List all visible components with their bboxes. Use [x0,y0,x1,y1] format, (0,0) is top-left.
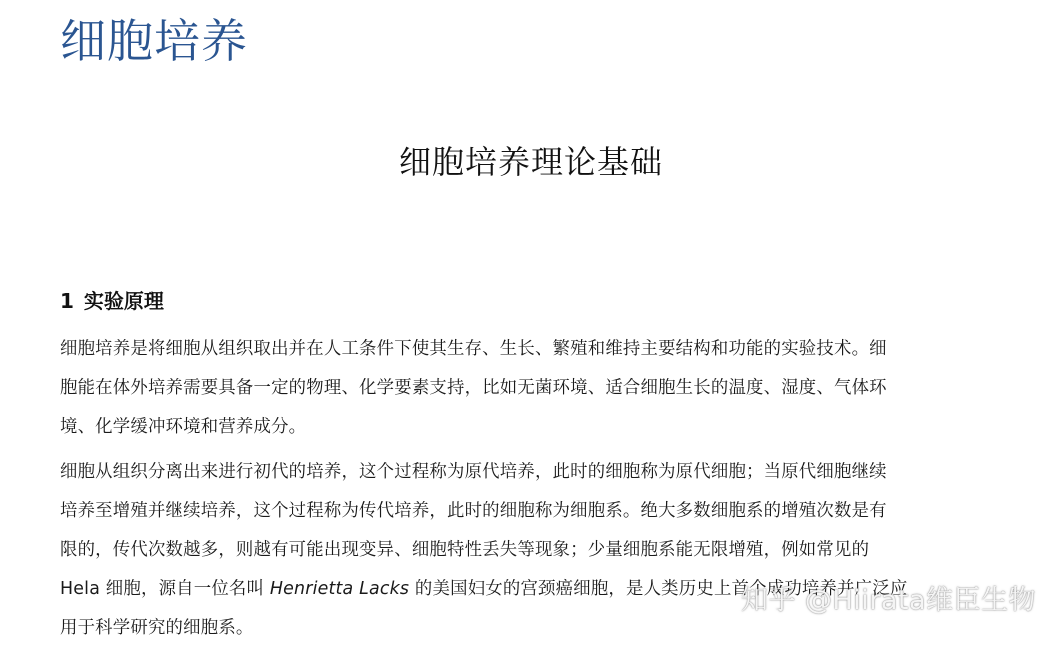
chapter-title: 细胞培养 [60,14,248,68]
document-title: 细胞培养理论基础 [398,143,663,181]
paragraph-principle-intro [60,330,990,447]
section-number: 1 [60,289,74,313]
text-line: 细胞培养是将细胞从组织取出并在人工条件下使其生存、生长、繁殖和维持主要结构和功能的实验技术。细 [60,339,887,359]
text-line: 细胞从组织分离出来进行初代的培养，这个过程称为原代培养，此时的细胞称为原代细胞；当原代细胞继续 [60,462,887,482]
watermark: 知乎 @Hiirata维臣生物 [740,585,1036,616]
text-line: 限的，传代次数越多，则越有可能出现变异、细胞特性丢失等现象；少量细胞系能无限增殖，例如常见的 [60,540,870,560]
text-line: 胞能在体外培养需要具备一定的物理、化学要素支持，比如无菌环境、适合细胞生长的温度、湿度、气体环 [60,378,887,398]
section-heading [60,288,164,314]
hela-suffix: 的美国妇女的宫颈癌细胞，是人类历史上首个成功培养并广泛应 [409,579,908,599]
text-line: 境、化学缓冲环境和营养成分。 [60,417,307,437]
text-line: 培养至增殖并继续培养，这个过程称为传代培养，此时的细胞称为细胞系。绝大多数细胞系的增殖次数是有 [60,501,887,521]
text-line: 用于科学研究的细胞系。 [60,618,254,638]
paragraph-primary-culture [60,453,990,648]
hela-prefix: Hela 细胞，源自一位名叫 [60,579,270,599]
section-title: 实验原理 [83,289,164,313]
henrietta-lacks-name: Henrietta Lacks [269,579,410,599]
